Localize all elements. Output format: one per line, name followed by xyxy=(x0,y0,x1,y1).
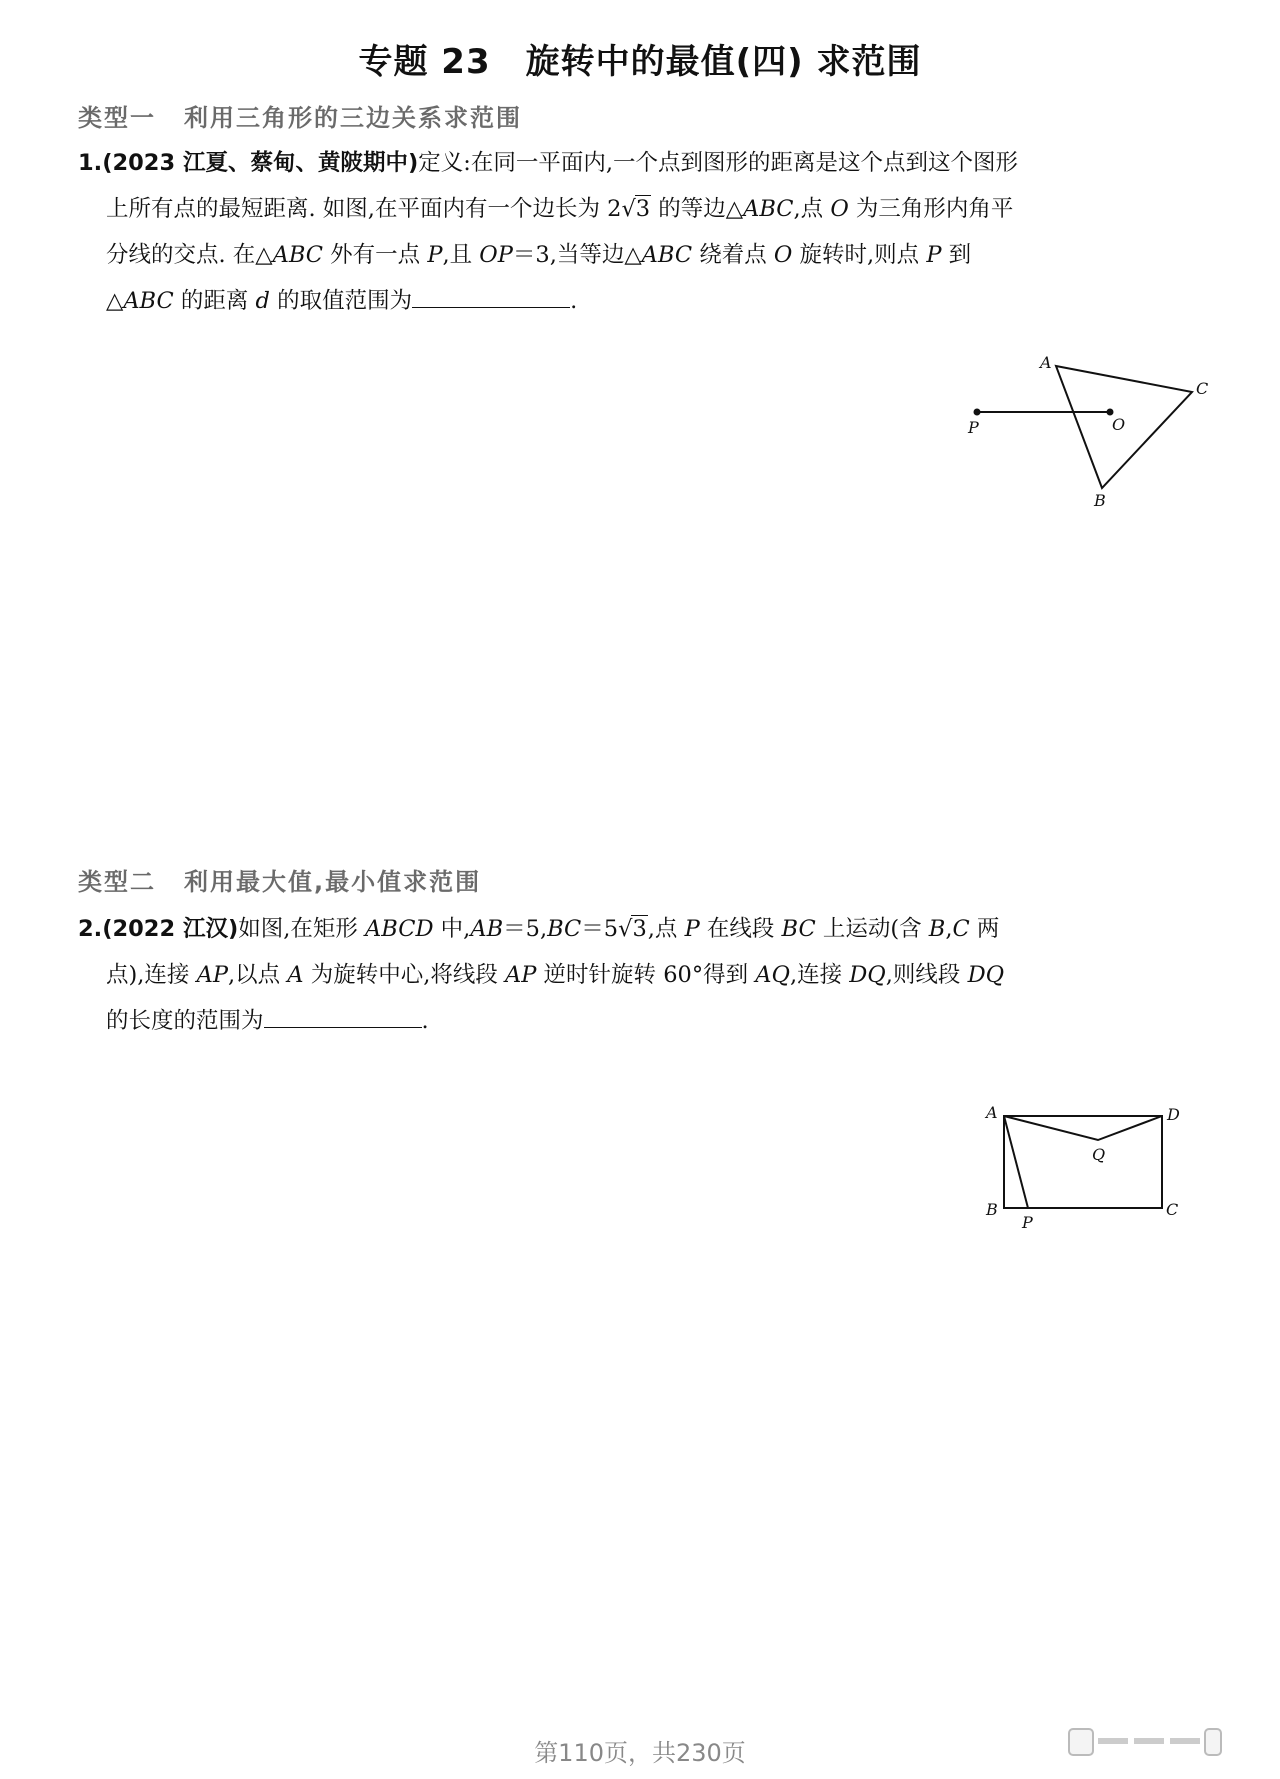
problem-text: , xyxy=(945,916,953,942)
problem-text: 为三角形内角平 xyxy=(848,196,1014,222)
problem-number: 1. xyxy=(78,150,103,176)
math-var: AB xyxy=(470,916,504,942)
page-track xyxy=(1170,1738,1200,1744)
sqrt-radicand: 3 xyxy=(635,196,651,222)
point-p xyxy=(974,409,981,416)
math-var: O xyxy=(773,242,793,268)
problem-text: ＝3,当等边△ xyxy=(512,242,642,268)
problem-2-line-1 xyxy=(78,906,1208,952)
problem-text: 两 xyxy=(969,916,1000,942)
rectangle-abcd xyxy=(1004,1116,1162,1208)
problem-1-line-1 xyxy=(78,140,1208,186)
label-b: B xyxy=(1094,491,1106,510)
segments-aq-qd xyxy=(1004,1116,1162,1140)
page-track xyxy=(1098,1738,1128,1744)
section-label: 类型二 xyxy=(78,868,156,896)
answer-blank[interactable] xyxy=(264,1005,422,1028)
math-var: P xyxy=(926,242,942,268)
label-d: D xyxy=(1167,1105,1180,1124)
section-heading-1 xyxy=(78,98,522,133)
math-var: O xyxy=(830,196,849,222)
problem-text: △ xyxy=(106,288,124,314)
math-var: DQ xyxy=(967,962,1005,988)
page-title: 专题 23 旋转中的最值(四) 求范围 xyxy=(358,42,922,82)
problem-text: 上运动(含 xyxy=(815,916,929,942)
problem-text: ,连接 xyxy=(789,962,850,988)
sqrt-radicand: 3 xyxy=(632,916,647,942)
problem-text: ,以点 xyxy=(227,962,288,988)
label-p: P xyxy=(1022,1213,1033,1232)
page-counter: 第110页，共230页 xyxy=(534,1739,746,1767)
problem-1-line-4 xyxy=(78,278,1208,324)
math-var: ABC xyxy=(272,242,324,268)
math-var: A xyxy=(287,962,304,988)
math-var: BC xyxy=(547,916,582,942)
math-var: C xyxy=(952,916,970,942)
math-var: ABC xyxy=(641,242,693,268)
page-end-thumb[interactable] xyxy=(1204,1728,1222,1756)
math-var: ABCD xyxy=(365,916,434,942)
problem-text: ＝5 xyxy=(581,916,619,942)
section-title: 利用三角形的三边关系求范围 xyxy=(184,104,522,132)
label-q: Q xyxy=(1092,1145,1106,1164)
problem-number: 2. xyxy=(78,916,103,942)
label-c: C xyxy=(1166,1200,1179,1219)
problem-text: 分线的交点. 在△ xyxy=(106,242,273,268)
figure-1-triangle xyxy=(960,350,1210,510)
problem-text: 为旋转中心,将线段 xyxy=(303,962,506,988)
section-label: 类型一 xyxy=(78,104,156,132)
label-o: O xyxy=(1112,415,1126,434)
sqrt-sign: √ xyxy=(618,916,633,942)
label-c: C xyxy=(1196,379,1209,398)
problem-1-line-3 xyxy=(78,232,1208,278)
problem-text: 定义:在同一平面内,一个点到图形的距离是这个点到这个图形 xyxy=(418,150,1018,176)
sqrt-sign: √ xyxy=(621,196,636,222)
math-var: ABC xyxy=(743,196,794,222)
answer-blank[interactable] xyxy=(412,285,570,308)
problem-text: 的长度的范围为 xyxy=(106,1008,264,1034)
problem-text: 旋转时,则点 xyxy=(792,242,927,268)
problem-text: 的取值范围为 xyxy=(269,288,413,314)
problem-text: ,且 xyxy=(442,242,480,268)
section-title: 利用最大值,最小值求范围 xyxy=(184,868,482,896)
problem-text: 如图,在矩形 xyxy=(238,916,366,942)
problem-text: . xyxy=(570,288,578,314)
problem-1 xyxy=(78,140,1208,324)
math-var: P xyxy=(427,242,443,268)
math-var: P xyxy=(684,916,700,942)
problem-text: 点),连接 xyxy=(106,962,197,988)
math-var: DQ xyxy=(849,962,886,988)
problem-text: 的等边△ xyxy=(651,196,744,222)
problem-2-line-3 xyxy=(78,998,1208,1044)
problem-text: 绕着点 xyxy=(692,242,774,268)
math-var: AQ xyxy=(755,962,790,988)
problem-source: (2022 江汉) xyxy=(102,916,239,942)
problem-text: 在线段 xyxy=(699,916,782,942)
math-var: AP xyxy=(505,962,537,988)
math-var: OP xyxy=(479,242,513,268)
problem-2 xyxy=(78,906,1208,1044)
math-var: AP xyxy=(196,962,228,988)
problem-text: 到 xyxy=(941,242,972,268)
label-a: A xyxy=(986,1103,998,1122)
problem-text: ,则线段 xyxy=(885,962,968,988)
page-track xyxy=(1134,1738,1164,1744)
math-var: d xyxy=(255,288,270,314)
problem-source: (2023 江夏、蔡甸、黄陂期中) xyxy=(102,150,419,176)
section-heading-2 xyxy=(78,862,481,897)
problem-2-line-2 xyxy=(78,952,1208,998)
label-b: B xyxy=(986,1200,998,1219)
label-p: P xyxy=(968,418,979,437)
problem-text: ,点 xyxy=(793,196,831,222)
problem-text: 逆时针旋转 60°得到 xyxy=(536,962,756,988)
label-a: A xyxy=(1040,353,1052,372)
math-var: ABC xyxy=(123,288,174,314)
math-var: B xyxy=(928,916,946,942)
page-thumb[interactable] xyxy=(1068,1728,1094,1756)
problem-text: ,点 xyxy=(647,916,685,942)
problem-text: 的距离 xyxy=(173,288,256,314)
segment-ap xyxy=(1004,1116,1028,1208)
figure-2-rectangle xyxy=(980,1098,1210,1238)
problem-text: 外有一点 xyxy=(323,242,428,268)
problem-text: 上所有点的最短距离. 如图,在平面内有一个边长为 2 xyxy=(106,196,622,222)
problem-text: . xyxy=(421,1008,429,1034)
problem-text: 中, xyxy=(433,916,471,942)
math-var: BC xyxy=(781,916,816,942)
problem-text: ＝5, xyxy=(503,916,548,942)
problem-1-line-2 xyxy=(78,186,1208,232)
